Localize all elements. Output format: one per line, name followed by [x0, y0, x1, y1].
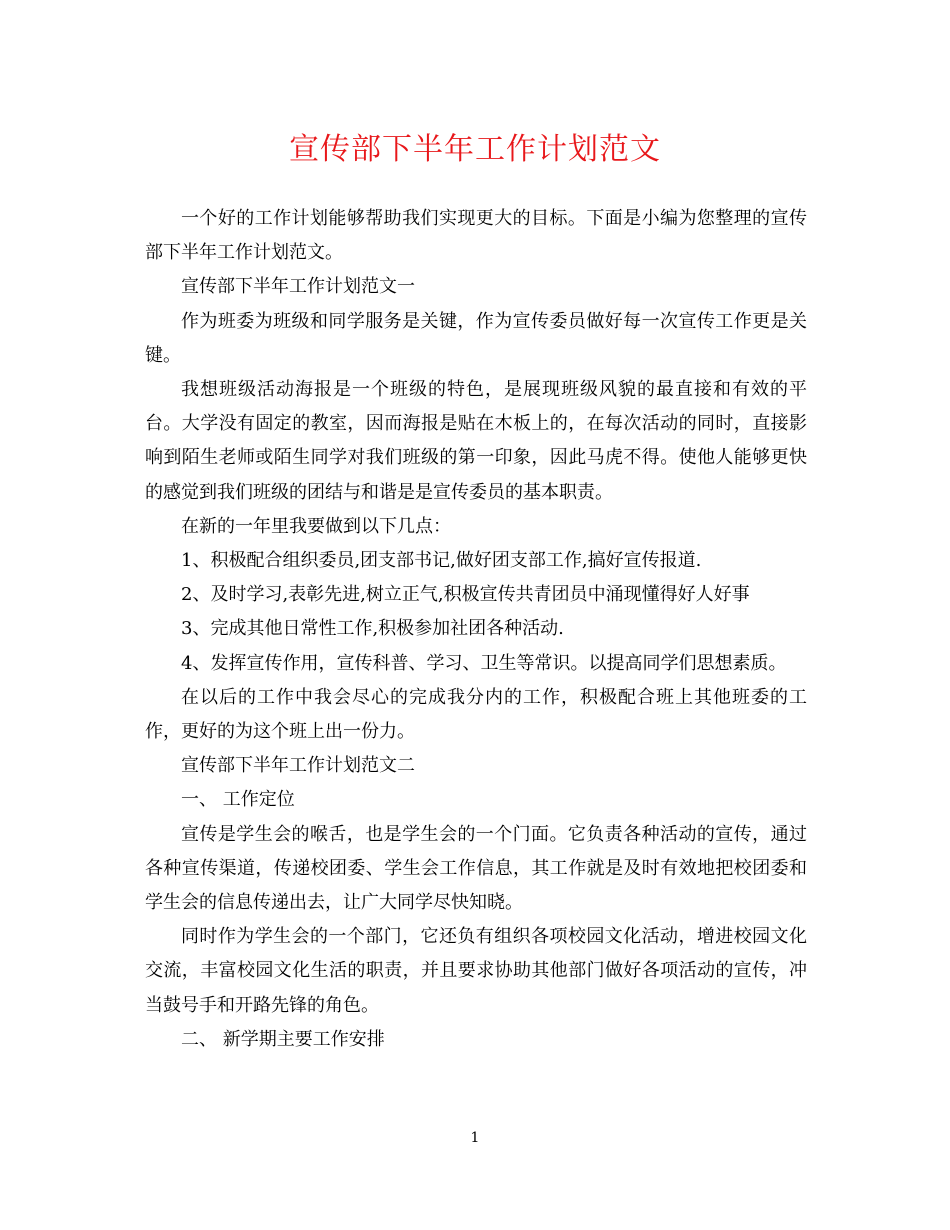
section-heading-two: 宣传部下半年工作计划范文二 [181, 755, 415, 777]
subsection-heading: 一、 工作定位 [181, 789, 295, 811]
document-body [145, 202, 807, 1057]
section-heading-one: 宣传部下半年工作计划范文一 [181, 276, 415, 298]
body-paragraph: 在以后的工作中我会尽心的完成我分内的工作，积极配合班上其他班委的工作，更好的为这个班上出一份力。 [145, 686, 807, 743]
list-item: 1、积极配合组织委员,团支部书记,做好团支部工作,搞好宣传报道. [181, 550, 702, 572]
body-paragraph: 在新的一年里我要做到以下几点： [181, 515, 451, 537]
body-paragraph: 宣传是学生会的喉舌，也是学生会的一个门面。它负责各种活动的宣传，通过各种宣传渠道，传递校团委、学生会工作信息，其工作就是及时有效地把校团委和学生会的信息传递出去，让广大同学尽快知晓。 [145, 823, 807, 914]
intro-paragraph: 一个好的工作计划能够帮助我们实现更大的目标。下面是小编为您整理的宣传部下半年工作计划范文。 [145, 208, 807, 264]
list-item: 3、完成其他日常性工作,积极参加社团各种活动. [181, 618, 564, 640]
subsection-heading: 二、 新学期主要工作安排 [181, 1028, 385, 1050]
page-number: 1 [470, 1130, 480, 1146]
body-paragraph: 作为班委为班级和同学服务是关键，作为宣传委员做好每一次宣传工作更是关键。 [145, 310, 807, 366]
list-item: 4、发挥宣传作用，宣传科普、学习、卫生等常识。以提高同学们思想素质。 [181, 652, 787, 674]
body-paragraph: 同时作为学生会的一个部门，它还负有组织各项校园文化活动，增进校园文化交流，丰富校园文化生活的职责，并且要求协助其他部门做好各项活动的宣传，冲当鼓号手和开路先锋的角色。 [145, 926, 807, 1016]
body-paragraph: 我想班级活动海报是一个班级的特色，是展现班级风貌的最直接和有效的平台。大学没有固定的教室，因而海报是贴在木板上的，在每次活动的同时，直接影响到陌生老师或陌生同学对我们班级的第一印象，因此马虎不得。使他人能够更快的感觉到我们班级的团结与和谐是是宣传委员的基本职责。 [145, 379, 807, 503]
list-item: 2、及时学习,表彰先进,树立正气,积极宣传共青团员中涌现懂得好人好事 [181, 584, 750, 606]
document-title: 宣传部下半年工作计划范文 [289, 132, 661, 167]
